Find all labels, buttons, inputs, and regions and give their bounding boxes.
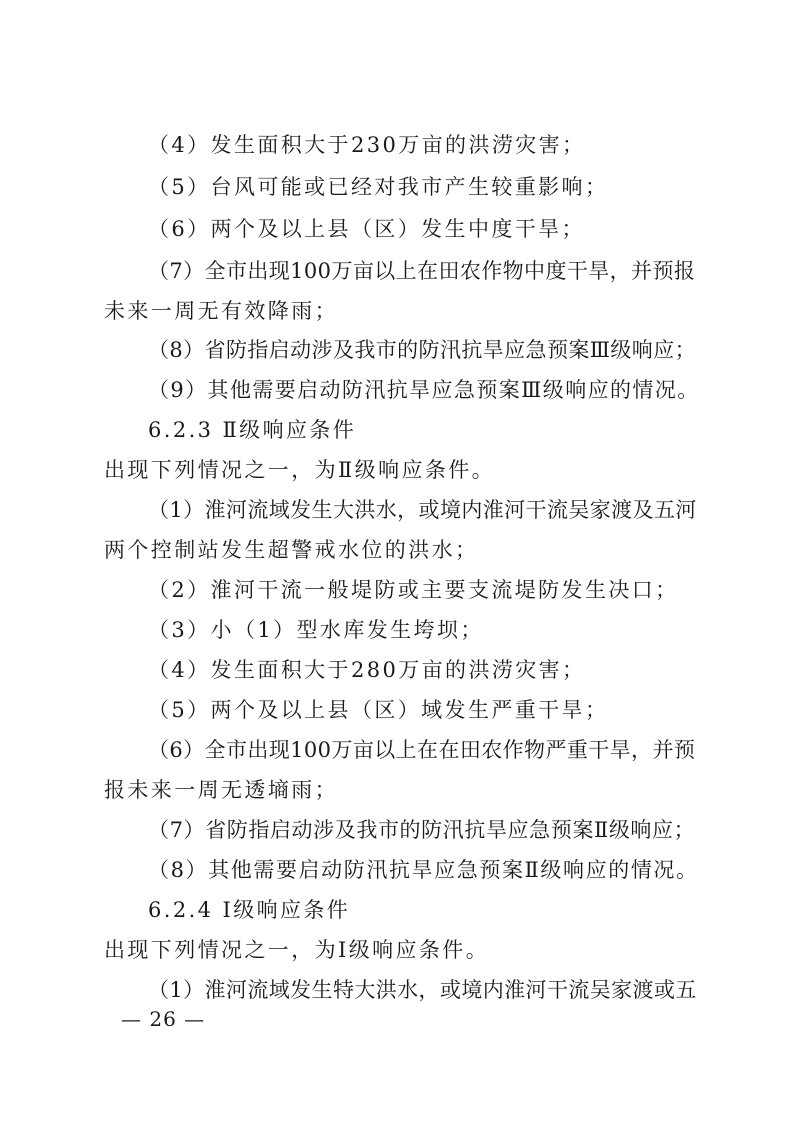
paragraph-line: （4）发生面积大于280万亩的洪涝灾害； <box>148 658 586 682</box>
paragraph-line: 出现下列情况之一，为Ⅰ级响应条件。 <box>104 938 490 962</box>
section-heading: 6.2.3 Ⅱ级响应条件 <box>148 418 357 442</box>
page-number: — 26 — <box>121 1007 206 1031</box>
paragraph-line: 报未来一周无透墒雨； <box>104 778 338 802</box>
paragraph-line: （5）两个及以上县（区）域发生严重干旱； <box>148 698 609 722</box>
section-heading: 6.2.4 Ⅰ级响应条件 <box>148 898 351 922</box>
paragraph-line: （7）省防指启动涉及我市的防汛抗旱应急预案Ⅱ级响应； <box>148 818 696 842</box>
paragraph-line: （8）省防指启动涉及我市的防汛抗旱应急预案Ⅲ级响应； <box>148 338 697 362</box>
paragraph-line: 两个控制站发生超警戒水位的洪水； <box>104 538 479 562</box>
paragraph-line: （6）两个及以上县（区）发生中度干旱； <box>148 217 585 241</box>
paragraph-line: 未来一周无有效降雨； <box>104 299 338 323</box>
paragraph-line: （7）全市出现100万亩以上在田农作物中度干旱，并预报 <box>148 259 696 283</box>
paragraph-line: （4）发生面积大于230万亩的洪涝灾害； <box>148 133 586 157</box>
paragraph-line: （6）全市出现100万亩以上在在田农作物严重干旱，并预 <box>148 738 696 762</box>
paragraph-line: （9）其他需要启动防汛抗旱应急预案Ⅲ级响应的情况。 <box>148 378 700 402</box>
paragraph-line: 出现下列情况之一，为Ⅱ级响应条件。 <box>104 458 496 482</box>
paragraph-line: （2）淮河干流一般堤防或主要支流堤防发生决口； <box>148 578 679 602</box>
paragraph-line: （1）淮河流域发生特大洪水，或境内淮河干流吴家渡或五 <box>148 978 697 1002</box>
paragraph-line: （5）台风可能或已经对我市产生较重影响； <box>148 175 609 199</box>
paragraph-line: （8）其他需要启动防汛抗旱应急预案Ⅱ级响应的情况。 <box>148 858 699 882</box>
paragraph-line: （3）小（1）型水库发生垮坝； <box>148 618 484 642</box>
paragraph-line: （1）淮河流域发生大洪水，或境内淮河干流吴家渡及五河 <box>148 498 697 522</box>
